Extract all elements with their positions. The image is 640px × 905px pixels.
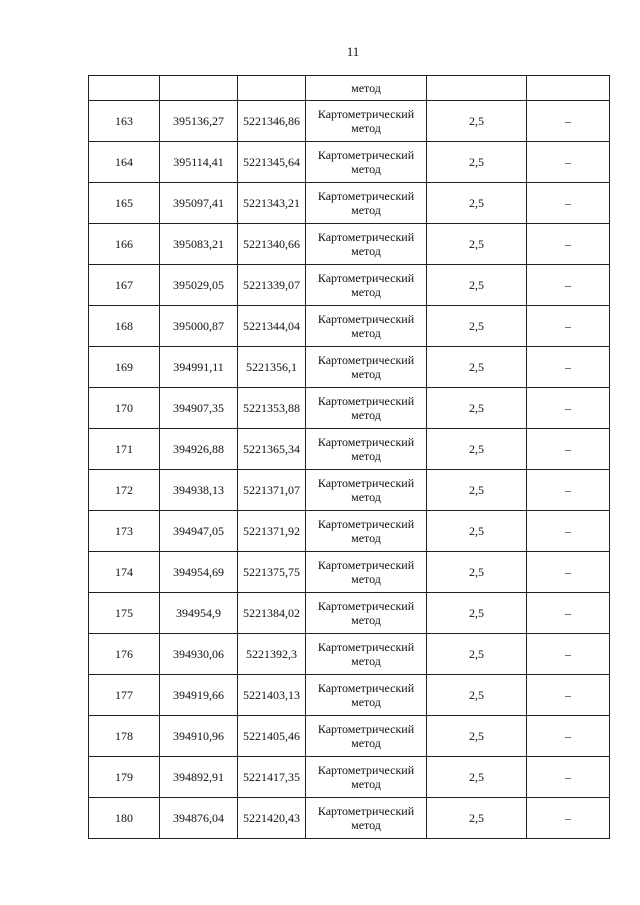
table-row (89, 429, 610, 470)
cell-method (306, 757, 427, 798)
cell-number: 177 (89, 675, 160, 716)
cell-accuracy: 2,5 (427, 470, 527, 511)
cell-method (306, 388, 427, 429)
cell-accuracy: 2,5 (427, 183, 527, 224)
cell-method (306, 183, 427, 224)
cell-note: – (527, 306, 610, 347)
cell-number: 168 (89, 306, 160, 347)
cell-y: 5221405,46 (238, 716, 306, 757)
cell-accuracy: 2,5 (427, 552, 527, 593)
cell-method (306, 306, 427, 347)
page-number: 11 (346, 44, 360, 59)
cell-y: 5221356,1 (238, 347, 306, 388)
cell-y: 5221344,04 (238, 306, 306, 347)
method-line-2: метод (351, 736, 381, 750)
cell-x: 394910,96 (160, 716, 238, 757)
cell-number: 180 (89, 798, 160, 839)
method-line-2: метод (351, 818, 381, 832)
cell-accuracy: 2,5 (427, 224, 527, 265)
cell-note: – (527, 757, 610, 798)
cell-y: 5221340,66 (238, 224, 306, 265)
method-line-1: Картометрический (317, 476, 415, 490)
cell-number: 171 (89, 429, 160, 470)
cell-accuracy: 2,5 (427, 593, 527, 634)
cell-number: 172 (89, 470, 160, 511)
cell-x: 395029,05 (160, 265, 238, 306)
table-row (89, 265, 610, 306)
method-line-1: Картометрический (317, 681, 415, 695)
cell-x: 394991,11 (160, 347, 238, 388)
method-line-2: метод (351, 695, 381, 709)
table-row (89, 183, 610, 224)
cell-number: 170 (89, 388, 160, 429)
cell-number: 179 (89, 757, 160, 798)
cell-x: 395083,21 (160, 224, 238, 265)
cell-accuracy: 2,5 (427, 101, 527, 142)
method-line-2: метод (351, 490, 381, 504)
method-line-1: Картометрический (317, 722, 415, 736)
method-line-2: метод (351, 613, 381, 627)
cell-note: – (527, 429, 610, 470)
cell-method (306, 347, 427, 388)
table-row (89, 388, 610, 429)
cell-number: 178 (89, 716, 160, 757)
method-line-2: метод (351, 326, 381, 340)
table-row (89, 224, 610, 265)
cell-y: 5221417,35 (238, 757, 306, 798)
cell-accuracy: 2,5 (427, 675, 527, 716)
cell-number: 166 (89, 224, 160, 265)
cell-y: 5221403,13 (238, 675, 306, 716)
method-line-1: Картометрический (317, 271, 415, 285)
cell-method (306, 470, 427, 511)
cell-y: 5221345,64 (238, 142, 306, 183)
method-line-2: метод (351, 162, 381, 176)
cell-note: – (527, 552, 610, 593)
cell-note: – (527, 224, 610, 265)
table-row (89, 470, 610, 511)
cell-x: 394954,9 (160, 593, 238, 634)
cell-y: 5221375,75 (238, 552, 306, 593)
coordinates-table (88, 75, 610, 839)
cell-method (306, 716, 427, 757)
cell-method (306, 511, 427, 552)
cell-note: – (527, 593, 610, 634)
cell-number: 167 (89, 265, 160, 306)
cell-note: – (527, 388, 610, 429)
method-line-1: Картометрический (317, 517, 415, 531)
cell-y: 5221392,3 (238, 634, 306, 675)
table-row (89, 101, 610, 142)
cell-y: 5221365,34 (238, 429, 306, 470)
cell-note: – (527, 101, 610, 142)
cell-x: 394907,35 (160, 388, 238, 429)
cell-note: – (527, 716, 610, 757)
cell-x: 395000,87 (160, 306, 238, 347)
method-line-2: метод (351, 572, 381, 586)
cell-x: 394876,04 (160, 798, 238, 839)
cell-x (160, 76, 238, 101)
method-line-2: метод (351, 408, 381, 422)
table-row (89, 757, 610, 798)
method-line-1: Картометрический (317, 435, 415, 449)
cell-note: – (527, 798, 610, 839)
method-line-2: метод (351, 121, 381, 135)
continuation-row (89, 76, 610, 101)
cell-x: 395114,41 (160, 142, 238, 183)
table-row (89, 675, 610, 716)
method-line-1: Картометрический (317, 230, 415, 244)
cell-method (306, 593, 427, 634)
method-line-1: Картометрический (317, 599, 415, 613)
cell-y: 5221343,21 (238, 183, 306, 224)
method-line-2: метод (351, 244, 381, 258)
cell-method (306, 142, 427, 183)
cell-x: 395136,27 (160, 101, 238, 142)
cell-accuracy: 2,5 (427, 388, 527, 429)
cell-note: – (527, 634, 610, 675)
cell-note (527, 76, 610, 101)
cell-x: 394938,13 (160, 470, 238, 511)
cell-number: 163 (89, 101, 160, 142)
cell-y: 5221371,07 (238, 470, 306, 511)
cell-y: 5221371,92 (238, 511, 306, 552)
cell-y: 5221353,88 (238, 388, 306, 429)
method-line-1: Картометрический (317, 804, 415, 818)
cell-number: 169 (89, 347, 160, 388)
method-line-1: Картометрический (317, 763, 415, 777)
method-line-2: метод (351, 285, 381, 299)
cell-accuracy: 2,5 (427, 634, 527, 675)
cell-number: 175 (89, 593, 160, 634)
cell-x: 394892,91 (160, 757, 238, 798)
table-row (89, 798, 610, 839)
method-line-1: Картометрический (317, 558, 415, 572)
cell-number (89, 76, 160, 101)
table-row (89, 552, 610, 593)
method-line-1: Картометрический (317, 640, 415, 654)
cell-method (306, 224, 427, 265)
cell-number: 165 (89, 183, 160, 224)
cell-accuracy: 2,5 (427, 757, 527, 798)
cell-number: 164 (89, 142, 160, 183)
table-row (89, 634, 610, 675)
cell-accuracy: 2,5 (427, 142, 527, 183)
method-line-2: метод (351, 367, 381, 381)
method-line-2: метод (351, 654, 381, 668)
cell-y (238, 76, 306, 101)
method-line-2: метод (351, 203, 381, 217)
method-line-2: метод (351, 777, 381, 791)
method-line-1: Картометрический (317, 312, 415, 326)
table-row (89, 511, 610, 552)
cell-note: – (527, 142, 610, 183)
cell-accuracy: 2,5 (427, 511, 527, 552)
cell-accuracy: 2,5 (427, 347, 527, 388)
table-row (89, 593, 610, 634)
cell-note: – (527, 511, 610, 552)
cell-x: 394926,88 (160, 429, 238, 470)
cell-x: 395097,41 (160, 183, 238, 224)
table-row (89, 306, 610, 347)
method-line-1: Картометрический (317, 148, 415, 162)
cell-method (306, 429, 427, 470)
cell-method (306, 265, 427, 306)
method-line-1: Картометрический (317, 189, 415, 203)
cell-x: 394930,06 (160, 634, 238, 675)
table-row (89, 347, 610, 388)
cell-note: – (527, 183, 610, 224)
cell-number: 174 (89, 552, 160, 593)
cell-note: – (527, 675, 610, 716)
table-body (89, 76, 610, 839)
method-line-1: Картометрический (317, 353, 415, 367)
table-row (89, 716, 610, 757)
cell-method (306, 634, 427, 675)
cell-x: 394947,05 (160, 511, 238, 552)
method-line-1: Картометрический (317, 107, 415, 121)
cell-accuracy: 2,5 (427, 306, 527, 347)
cell-method (306, 552, 427, 593)
cell-method (306, 675, 427, 716)
cell-x: 394954,69 (160, 552, 238, 593)
cell-y: 5221339,07 (238, 265, 306, 306)
cell-number: 173 (89, 511, 160, 552)
cell-accuracy: 2,5 (427, 265, 527, 306)
cell-y: 5221384,02 (238, 593, 306, 634)
cell-method: метод (306, 76, 427, 101)
cell-accuracy (427, 76, 527, 101)
cell-note: – (527, 347, 610, 388)
cell-y: 5221420,43 (238, 798, 306, 839)
cell-method (306, 798, 427, 839)
cell-accuracy: 2,5 (427, 798, 527, 839)
cell-accuracy: 2,5 (427, 429, 527, 470)
table-row (89, 142, 610, 183)
cell-method (306, 101, 427, 142)
method-line-2: метод (351, 531, 381, 545)
cell-note: – (527, 470, 610, 511)
cell-number: 176 (89, 634, 160, 675)
cell-x: 394919,66 (160, 675, 238, 716)
cell-note: – (527, 265, 610, 306)
method-line-2: метод (351, 449, 381, 463)
cell-y: 5221346,86 (238, 101, 306, 142)
method-line-1: Картометрический (317, 394, 415, 408)
cell-accuracy: 2,5 (427, 716, 527, 757)
